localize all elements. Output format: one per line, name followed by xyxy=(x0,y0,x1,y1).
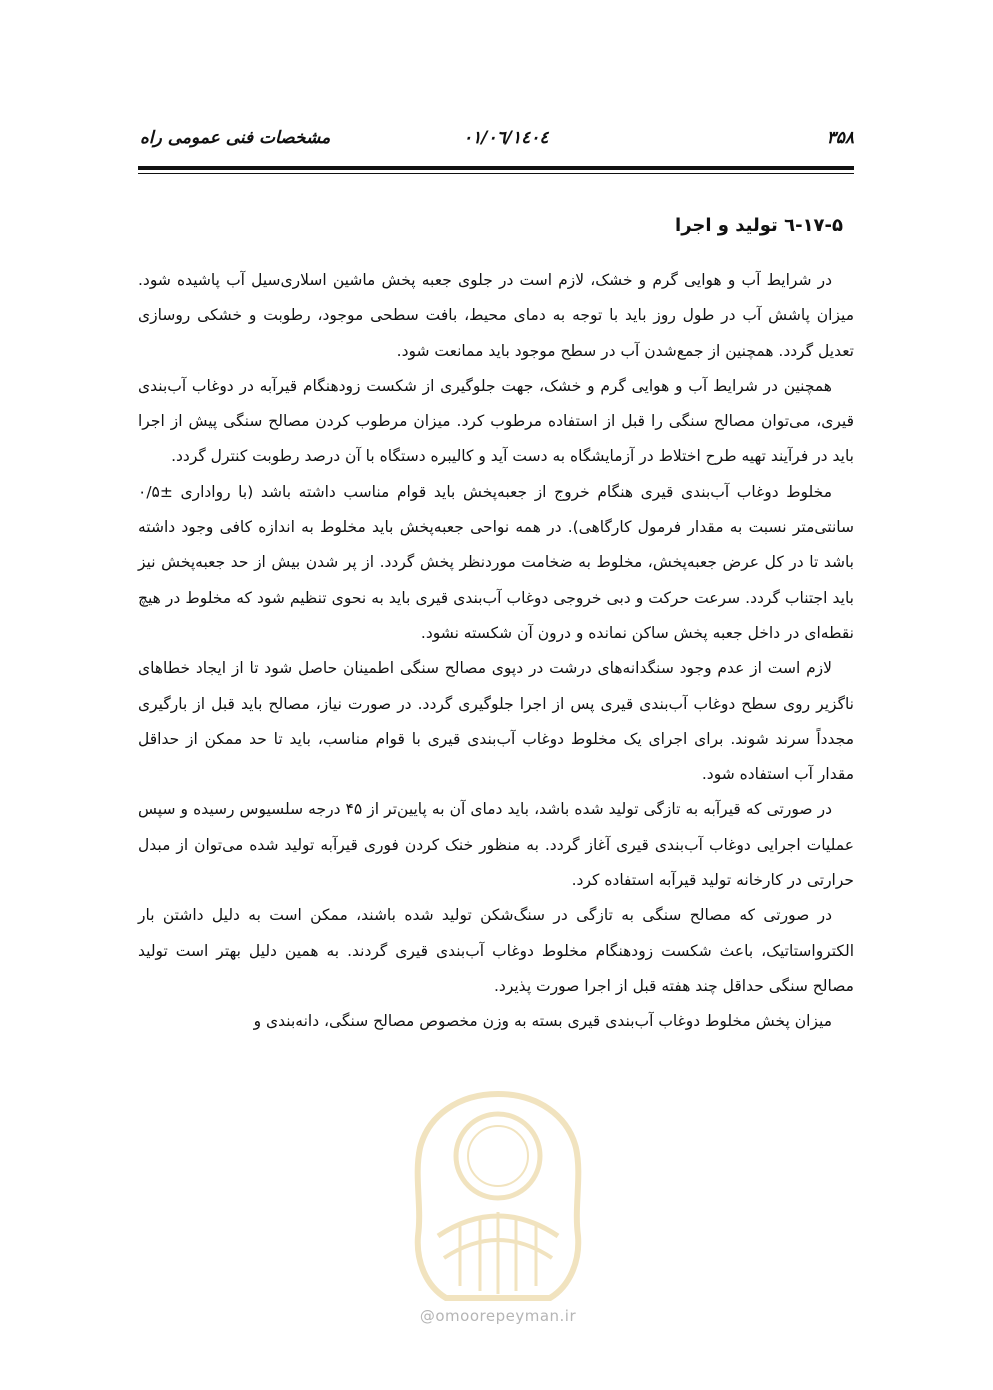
paragraph: همچنین در شرایط آب و هوایی گرم و خشک، جهت جلوگیری از شکست زودهنگام قیرآبه در دوغاب آب‌بندی قیری، می‌توان مصالح سنگی را قبل از استفاده مرطوب کرد. میزان مرطوب کردن مصالح سنگی پیش از اجرا باید در فرآیند تهیه طرح اختلاط در آزمایشگاه به دست آید و کالیبره دستگاه با آن درصد رطوبت کنترل گردد. xyxy=(138,376,854,466)
page-number: ۳۵۸ xyxy=(826,128,854,148)
header-rule-thick xyxy=(138,166,854,170)
paragraph: میزان پخش مخلوط دوغاب آب‌بندی قیری بسته به وزن مخصوص مصالح سنگی، دانه‌بندی و xyxy=(253,1012,832,1031)
paragraph: در شرایط آب و هوایی گرم و خشک، لازم است در جلوی جعبه پخش ماشین اسلاری‌سیل آب پاشیده شود. میزان پاشش آب در طول روز باید با توجه به دمای محیط، بافت سطحی موجود، رطوبت و خشکی روسازی تعدیل گردد. همچنین از جمع‌شدن آب در سطح موجود باید ممانعت شود. xyxy=(138,271,854,360)
paragraph: در صورتی که قیرآبه به تازگی تولید شده باشد، باید دمای آن به پایین‌تر از ۴۵ درجه سلسیوس رسیده و سپس عملیات اجرایی دوغاب آب‌بندی قیری آغاز گردد. به منظور خنک کردن فوری قیرآبه تولید شده می‌توان از مبدل حرارتی در کارخانه تولید قیرآبه استفاده کرد. xyxy=(138,800,854,890)
watermark-text: @omoorepeyman.ir xyxy=(419,1307,577,1325)
paragraph: در صورتی که مصالح سنگی به تازگی در سنگ‌شکن تولید شده باشند، ممکن است به دلیل داشتن بار الکترواستاتیک، باعث شکست زودهنگام مخلوط دوغاب آب‌بندی قیری گردند. به همین دلیل بهتر است تولید مصالح سنگی حداقل چند هفته قبل از اجرا صورت پذیرد. xyxy=(138,906,854,995)
watermark-seal-icon xyxy=(398,1086,598,1306)
body-text xyxy=(138,263,854,1040)
header-date: ۱٤۰٤/۰٦/۰۱ xyxy=(463,128,549,148)
paragraph: مخلوط دوغاب آب‌بندی قیری هنگام خروج از جعبه‌پخش باید قوام مناسب داشته باشد (با رواداری ±۰/۵ سانتی‌متر نسبت به مقدار فرمول کارگاهی). در همه نواحی جعبه‌پخش باید مخلوط به اندازه کافی وجود داشته باشد تا در کل عرض جعبه‌پخش، مخلوط به ضخامت موردنظر پخش گردد. از پر شدن بیش از حد جعبه‌پخش نیز باید اجتناب گردد. سرعت حرکت و دبی خروجی دوغاب آب‌بندی قیری باید به نحوی تنظیم شود که مخلوط در هیچ نقطه‌ای در داخل جعبه پخش ساکن نمانده و درون آن شکسته نشود. xyxy=(138,482,854,642)
header-rule-thin xyxy=(138,173,854,174)
section-heading: ۱۷-۵-٦ تولید و اجرا xyxy=(675,215,843,236)
paragraph: لازم است از عدم وجود سنگدانه‌های درشت در دپوی مصالح سنگی اطمینان حاصل شود تا از ایجاد خطاهای ناگزیر روی سطح دوغاب آب‌بندی قیری پس از اجرا جلوگیری گردد. در صورت نیاز، مصالح باید قبل از بارگیری مجدداً سرند شوند. برای اجرای یک مخلوط دوغاب آب‌بندی قیری با قوام مناسب، باید تا حد ممکن از حداقل مقدار آب استفاده شود. xyxy=(138,659,854,784)
header-title: مشخصات فنی عمومی راه xyxy=(140,128,331,148)
